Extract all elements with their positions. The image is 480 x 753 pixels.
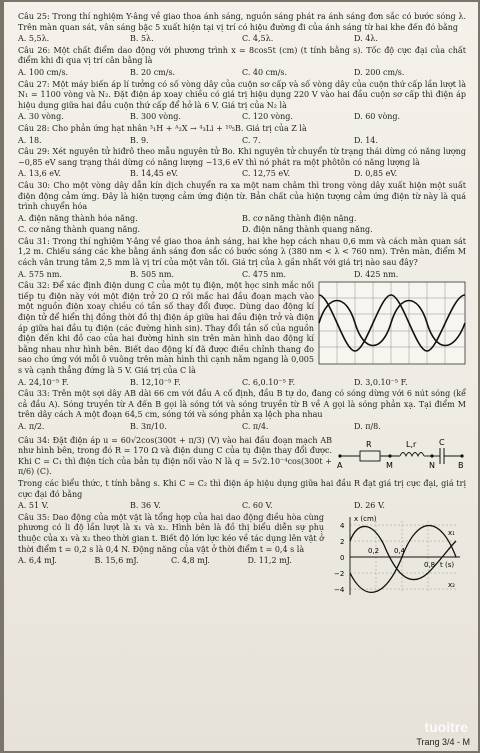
options-32 bbox=[18, 378, 466, 389]
option: D. 11,2 mJ. bbox=[247, 556, 292, 566]
option: C. 4,5λ. bbox=[242, 34, 274, 44]
option: C. 475 nm. bbox=[242, 269, 287, 279]
tick-t3: 0,8 bbox=[424, 560, 436, 569]
label-r: R bbox=[366, 439, 372, 449]
option: A. 18. bbox=[18, 135, 42, 145]
option: A. 13,6 eV. bbox=[18, 169, 61, 179]
exam-content bbox=[18, 12, 466, 602]
option: B. 12,10⁻⁵ F. bbox=[130, 377, 181, 387]
x-axis-label: t (s) bbox=[440, 560, 455, 569]
question-33: Câu 33: Trên một sợi dây AB dài 66 cm với đầu A cố định, đầu B tự do, đang có sóng dừng với 6 nút sóng (kể cả đầu A). Sóng truyền từ A đến B gọi là sóng tới và sóng truyền từ B về A gọi là sóng phản xạ. Tại điểm M trên dây cách A một đoạn 64,5 cm, sóng tới và sóng phản xạ lệch pha nhau bbox=[18, 389, 466, 420]
tick-ym2: −2 bbox=[334, 569, 345, 578]
question-27: Câu 27: Một máy biến áp lí tưởng có số vòng dây của cuộn sơ cấp và số vòng dây của cuộn thứ cấp lần lượt là N₁ = 1100 vòng và N₂. Đặt điện áp xoay chiều có giá trị hiệu dụng 220 V vào hai đầu cuộn sơ cấp thì điện áp hiệu dụng giữa hai đầu cuộn thứ cấp để hở là 6 V. Giá trị của N₂ là bbox=[18, 79, 466, 110]
options-33 bbox=[18, 422, 466, 433]
options-26 bbox=[18, 68, 466, 79]
option: A. 100 cm/s. bbox=[18, 67, 69, 77]
option: B. 15,6 mJ. bbox=[94, 556, 139, 566]
option: C. 7. bbox=[242, 135, 261, 145]
options-25 bbox=[18, 34, 466, 45]
option: D. 14. bbox=[354, 135, 378, 145]
option: C. 6,0.10⁻⁵ F. bbox=[242, 377, 296, 387]
option: A. 51 V. bbox=[18, 501, 49, 511]
option: B. 300 vòng. bbox=[130, 112, 181, 122]
question-29: Câu 29: Xét nguyên tử hiđrô theo mẫu nguyên tử Bo. Khi nguyên tử chuyển từ trạng thái dừng có năng lượng −0,85 eV sang trạng thái dừng có năng lượng −13,6 eV thì nó phát ra một phôtôn có năng lượng là bbox=[18, 147, 466, 167]
question-35-text bbox=[18, 513, 324, 603]
option: B. cơ năng thành điện năng. bbox=[242, 213, 357, 223]
question-32: Câu 32: Để xác định điện dung C của một tụ điện, một học sinh mắc nối tiếp tụ điện này với một điện trở 20 Ω rồi mắc hai đầu đoạn mạch vào một nguồn điện xoay chiều có tần số thay đổi được. Dùng dao động kí điện tử để hiển thị đồng thời đồ thị điện áp giữa hai đầu điện trở và điện áp giữa hai đầu tụ điện (các đường hình sin). Thay đổi tần số của nguồn điện đến khi đồ cao của hai đường hình sin trên màn hình dao động kí bằng nhau như hình bên. Biết dao động kí đã được điều chỉnh thang đo sao cho ứng với mỗi ô vuông trên màn hình thì cạnh nằm ngang là 0,005 s và cạnh thẳng đứng là 5 V. Giá trị của C là bbox=[18, 281, 314, 375]
circuit-figure bbox=[336, 436, 466, 479]
option: B. 505 nm. bbox=[130, 269, 175, 279]
options-31 bbox=[18, 270, 466, 281]
option: B. 3π/10. bbox=[130, 421, 167, 431]
option: A. 575 nm. bbox=[18, 269, 62, 279]
oscilloscope-graph bbox=[318, 281, 466, 365]
option: D. π/8. bbox=[354, 421, 381, 431]
option: C. 40 cm/s. bbox=[242, 67, 288, 77]
option: D. điện năng thành quang năng. bbox=[242, 225, 373, 235]
label-b: B bbox=[458, 460, 464, 470]
question-25: Câu 25: Trong thí nghiệm Y-âng về giao thoa ánh sáng, nguồn sáng phát ra ánh sáng đơn sắc có bước sóng λ. Trên màn quan sát, vân sáng bậc 5 xuất hiện tại vị trí có hiệu đường đi của ánh sáng từ hai khe đến đó bằng bbox=[18, 12, 466, 32]
option: B. 5λ. bbox=[130, 34, 154, 44]
question-34-cont: Trong các biểu thức, t tính bằng s. Khi C = C₂ thì điện áp hiệu dụng giữa hai đầu R đạt giá trị cực đại, giá trị cực đại đó bằng bbox=[18, 478, 466, 499]
label-a: A bbox=[337, 460, 343, 470]
options-30-row2 bbox=[18, 225, 466, 236]
option: C. cơ năng thành quang năng. bbox=[18, 225, 141, 235]
xt-graph bbox=[328, 513, 466, 599]
option: A. 30 vòng. bbox=[18, 112, 64, 122]
question-35: Câu 35: Dao động của một vật là tổng hợp của hai dao động điều hòa cùng phương có li độ lần lượt là x₁ và x₂. Hình bên là đồ thị biểu diễn sự phụ thuộc của x₁ và x₂ theo thời gian t. Biết độ lớn lực kéo về tác dụng lên vật ở thời điểm t = 0,2 s là 0,4 N. Động năng của vật ở thời điểm t = 0,4 s là bbox=[18, 512, 324, 554]
option: B. 14,45 eV. bbox=[130, 169, 179, 179]
label-m: M bbox=[386, 460, 393, 470]
options-34 bbox=[18, 501, 466, 512]
question-32-block bbox=[18, 281, 466, 377]
option: C. 60 V. bbox=[242, 501, 273, 511]
option: D. 425 nm. bbox=[354, 269, 399, 279]
question-35-block bbox=[18, 513, 466, 603]
options-28 bbox=[18, 136, 466, 147]
option: A. 5,5λ. bbox=[18, 34, 50, 44]
options-27 bbox=[18, 112, 466, 123]
option: A. 6,4 mJ. bbox=[18, 556, 57, 566]
label-n: N bbox=[429, 460, 435, 470]
label-lr: L,r bbox=[406, 439, 417, 449]
label-c: C bbox=[439, 437, 445, 447]
question-34-block bbox=[18, 436, 466, 479]
option: C. 120 vòng. bbox=[242, 112, 293, 122]
tick-ym4: −4 bbox=[334, 585, 345, 594]
exam-page bbox=[4, 2, 478, 751]
tick-y0: 0 bbox=[340, 553, 345, 562]
option: B. 36 V. bbox=[130, 501, 161, 511]
option: A. 24,10⁻⁵ F. bbox=[18, 377, 69, 387]
options-30-row1 bbox=[18, 214, 466, 225]
question-31: Câu 31: Trong thí nghiệm Y-âng về giao thoa ánh sáng, hai khe hẹp cách nhau 0,6 mm và cách màn quan sát 1,2 m. Chiếu sáng các khe bằng ánh sáng đơn sắc có bước sóng λ (380 nm < λ < 760 nm). Trên màn, điểm M cách vân trung tâm 2,5 mm là vị trí của một vân tối. Giá trị của λ gần nhất với giá trị nào sau đây? bbox=[18, 236, 466, 268]
circuit-diagram bbox=[336, 436, 466, 470]
tick-y2: 2 bbox=[340, 537, 345, 546]
tick-y4: 4 bbox=[340, 521, 345, 530]
tick-t2: 0,4 bbox=[394, 546, 406, 555]
option: A. π/2. bbox=[18, 421, 45, 431]
option: C. 4,8 mJ. bbox=[171, 556, 210, 566]
option: C. 12,75 eV. bbox=[242, 169, 291, 179]
question-30: Câu 30: Cho một vòng dây dẫn kín dịch chuyển ra xa một nam châm thì trong vòng dây xuất hiện một suất điện động cảm ứng. Đây là hiện tượng cảm ứng điện từ. Bản chất của hiện tượng cảm ứng điện từ này là quá trình chuyển hóa bbox=[18, 180, 466, 212]
y-axis-label: x (cm) bbox=[354, 514, 377, 523]
question-34: Câu 34: Đặt điện áp u = 60√2cos(300t + π/3) (V) vào hai đầu đoạn mạch AB như hình bên, trong đó R = 170 Ω và điện dung C của tụ điện thay đổi được. Khi C = C₁ thì điện tích của bản tụ điện nối vào N là q = 5√2.10⁻⁴cos(300t + π/6) (C). bbox=[18, 435, 332, 477]
option: D. 200 cm/s. bbox=[354, 67, 405, 77]
option: D. 4λ. bbox=[354, 34, 378, 44]
question-28: Câu 28: Cho phản ứng hạt nhân ³₁H + ᴬ₂X → ⁴₃Li + ¹⁰₅B. Giá trị của Z là bbox=[18, 123, 307, 133]
oscilloscope-figure bbox=[318, 281, 466, 377]
option: C. π/4. bbox=[242, 421, 269, 431]
x1-label: x₁ bbox=[448, 528, 455, 537]
option: D. 0,85 eV. bbox=[354, 169, 398, 179]
tick-t1: 0,2 bbox=[368, 546, 380, 555]
option: D. 60 vòng. bbox=[354, 112, 401, 122]
xt-graph-figure bbox=[328, 513, 466, 603]
options-35 bbox=[18, 556, 324, 567]
option: B. 20 cm/s. bbox=[130, 67, 176, 77]
option: D. 26 V. bbox=[354, 501, 385, 511]
option: D. 3,0.10⁻⁵ F. bbox=[354, 377, 408, 387]
x2-label: x₂ bbox=[448, 580, 455, 589]
options-29 bbox=[18, 169, 466, 180]
option: A. điện năng thành hóa năng. bbox=[18, 213, 138, 223]
page-footer: Trang 3/4 - M bbox=[416, 737, 470, 747]
option: B. 9. bbox=[130, 135, 149, 145]
question-26: Câu 26: Một chất điểm dao động với phương trình x = 8cos5t (cm) (t tính bằng s). Tốc độ cực đại của chất điểm khi đi qua vị trí cân bằng là bbox=[18, 45, 466, 66]
watermark-logo: tuoitre bbox=[424, 719, 468, 735]
